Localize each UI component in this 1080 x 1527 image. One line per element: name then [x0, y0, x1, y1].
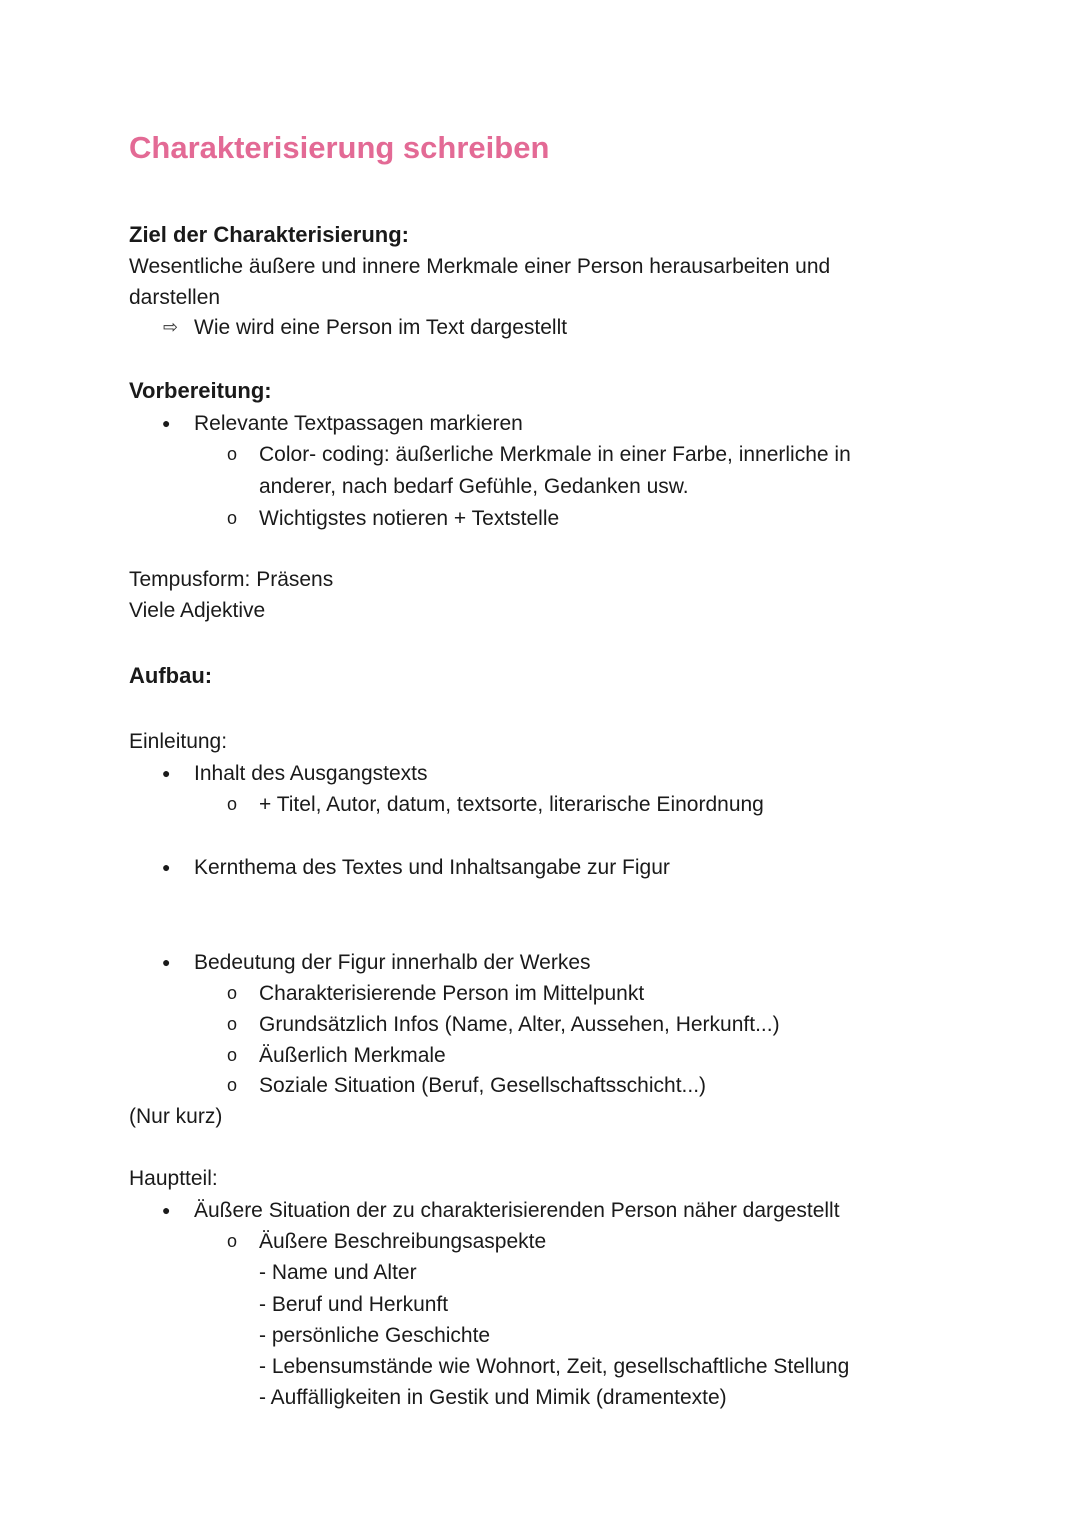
dash-item: - Name und Alter [259, 1261, 417, 1284]
list-item: Color- coding: äußerliche Merkmale in einer Farbe, innerliche in [259, 443, 851, 466]
sub-bullet-icon: o [227, 794, 238, 814]
list-item: Inhalt des Ausgangstexts [194, 762, 428, 785]
list-item: Soziale Situation (Beruf, Gesellschaftsschicht...) [259, 1074, 707, 1097]
list-item: Grundsätzlich Infos (Name, Alter, Aussehen, Herkunft...) [259, 1013, 780, 1036]
list-item-continuation: anderer, nach bedarf Gefühle, Gedanken usw. [259, 475, 689, 498]
subheading-hauptteil: Hauptteil: [129, 1167, 218, 1190]
dash-item: - Auffälligkeiten in Gestik und Mimik (dramentexte) [259, 1386, 727, 1409]
list-item: Äußere Beschreibungsaspekte [259, 1230, 547, 1253]
heading-aufbau: Aufbau: [129, 663, 213, 688]
bullet-icon: ● [162, 415, 171, 431]
sub-bullet-icon: o [227, 983, 238, 1003]
list-item: Relevante Textpassagen markieren [194, 412, 523, 435]
bullet-icon: ● [162, 1202, 171, 1218]
arrow-icon: ⇨ [163, 317, 179, 337]
list-item: Äußerlich Merkmale [259, 1044, 446, 1067]
tempus-text: Tempusform: Präsens [129, 568, 334, 591]
sub-bullet-icon: o [227, 508, 238, 528]
bullet-icon: ● [162, 954, 171, 970]
dash-item: - Beruf und Herkunft [259, 1293, 449, 1316]
bullet-icon: ● [162, 859, 171, 875]
sub-bullet-icon: o [227, 444, 238, 464]
list-item: Kernthema des Textes und Inhaltsangabe zur Figur [194, 856, 670, 879]
sub-bullet-icon: o [227, 1231, 238, 1251]
subheading-einleitung: Einleitung: [129, 730, 228, 753]
heading-ziel: Ziel der Charakterisierung: [129, 222, 409, 247]
dash-item: - persönliche Geschichte [259, 1324, 491, 1347]
list-item: Äußere Situation der zu charakterisierenden Person näher dargestellt [194, 1199, 840, 1222]
bullet-icon: ● [162, 765, 171, 781]
sub-bullet-icon: o [227, 1045, 238, 1065]
list-item: Wichtigstes notieren + Textstelle [259, 507, 560, 530]
adjektive-text: Viele Adjektive [129, 599, 266, 622]
ziel-arrow-text: Wie wird eine Person im Text dargestellt [194, 316, 568, 339]
einleitung-note: (Nur kurz) [129, 1105, 223, 1128]
sub-bullet-icon: o [227, 1014, 238, 1034]
list-item: Charakterisierende Person im Mittelpunkt [259, 982, 645, 1005]
heading-vorbereitung: Vorbereitung: [129, 378, 272, 403]
list-item: Bedeutung der Figur innerhalb der Werkes [194, 951, 591, 974]
list-item: + Titel, Autor, datum, textsorte, literarische Einordnung [259, 793, 764, 816]
ziel-text-line-1: Wesentliche äußere und innere Merkmale einer Person herausarbeiten und [129, 255, 831, 278]
ziel-text-line-2: darstellen [129, 286, 221, 309]
dash-item: - Lebensumstände wie Wohnort, Zeit, gesellschaftliche Stellung [259, 1355, 850, 1378]
page-title: Charakterisierung schreiben [129, 130, 550, 165]
sub-bullet-icon: o [227, 1075, 238, 1095]
